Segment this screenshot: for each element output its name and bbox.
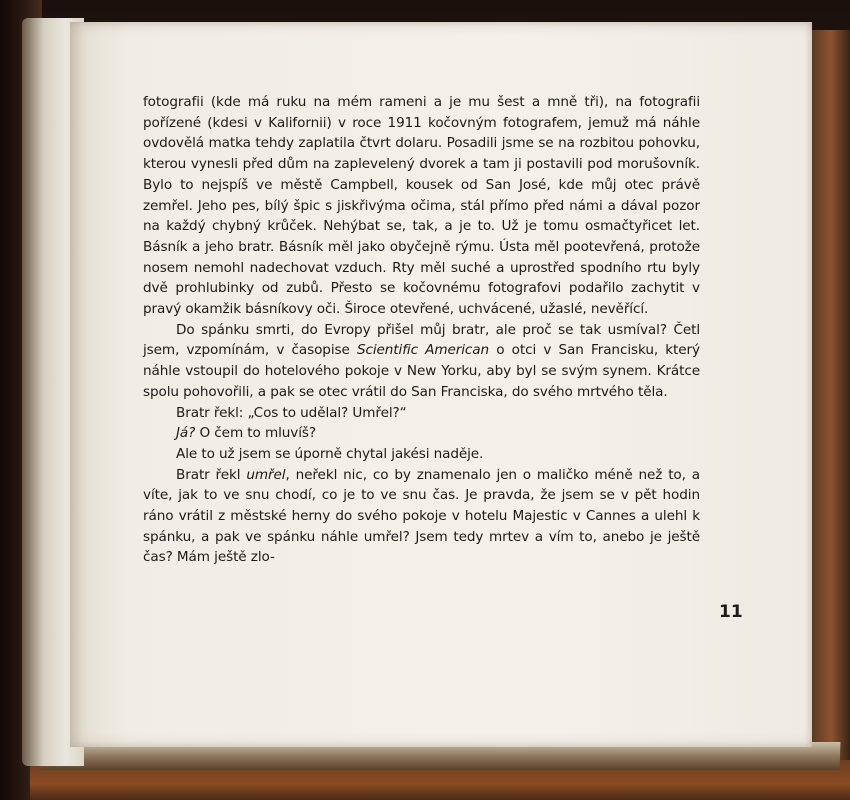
book-cover-edge [812,30,850,770]
text-run: Do spánku smrti, do Evropy přišel můj bratr, ale proč se tak usmíval? Četl jsem, vzpomínám, v časopise [143,321,700,359]
text-run: fotografii (kde má ruku na mém rameni a je mu šest a mně tři), na fotografii pořízené (kdesi v Kalifornii) v roce 1911 kočovným fotografem, jemuž má náhle ovdovělá matka tehdy zaplatila čtvrt dolaru. Posadili jsme se na rozbitou pohovku, kterou vynesli před dům na zaplevelený dvorek a tam ji postavili pod morušovník. Bylo to nejspíš ve městě Campbell, kousek od San José, kde můj otec právě zemřel. Jeho pes, bílý špic s jiskřivýma očima, stál přímo před námi a dával pozor na každý chybný krůček. Nehýbat se, tak, a je to. Už je tomu osmačtyřicet let. Básník a jeho bratr. Básník měl jako obyčejně rýmu. Ústa měl pootevřená, protože nosem nemohl nadechovat vzduch. Rty měl suché a uprostřed spodního rtu byly dvě prohlubinky od zubů. Přesto se kočovnému fotografovi podařilo zachytit v pravý okamžik básníkovy oči. Široce otevřené, uchvácené, užaslé, nevěřící. [143,94,700,318]
paragraph [143,423,700,444]
italic-text: umřel [246,466,286,483]
paragraph [143,465,700,569]
paragraph [143,444,700,465]
text-run: Bratr řekl [176,466,247,483]
text-run: Bratr řekl: „Cos to udělal? Umřel?“ [176,404,407,421]
text-run: O čem to mluvíš? [195,425,317,442]
italic-text: Scientific American [356,342,490,359]
paragraph [143,403,700,424]
italic-text: Já? [176,425,196,442]
page-number: 11 [719,602,743,622]
text-run: , neřekl nic, co by znamenalo jen o maličko méně než to, a víte, jak to ve snu chodí, co je to ve snu čas. Je pravda, že jsem se v pět hodin ráno vrátil z městské herny do svého pokoje v hotelu Majestic v Cannes a ulehl k spánku, a pak ve spánku náhle umřel? Jsem tedy mrtev a vím to, anebo je ještě čas? Mám ještě zlo- [143,466,701,566]
text-run: Ale to už jsem se úporně chytal jakési naděje. [176,445,484,462]
paragraph [143,92,700,320]
page-text [143,92,700,568]
paragraph [143,320,700,403]
text-run: o otci v San Francisku, který náhle vstoupil do hotelového pokoje v New Yorku, aby byl se svým synem. Krátce spolu pohovořili, a pak se otec vrátil do San Franciska, do svého mrtvého těla. [143,342,700,400]
